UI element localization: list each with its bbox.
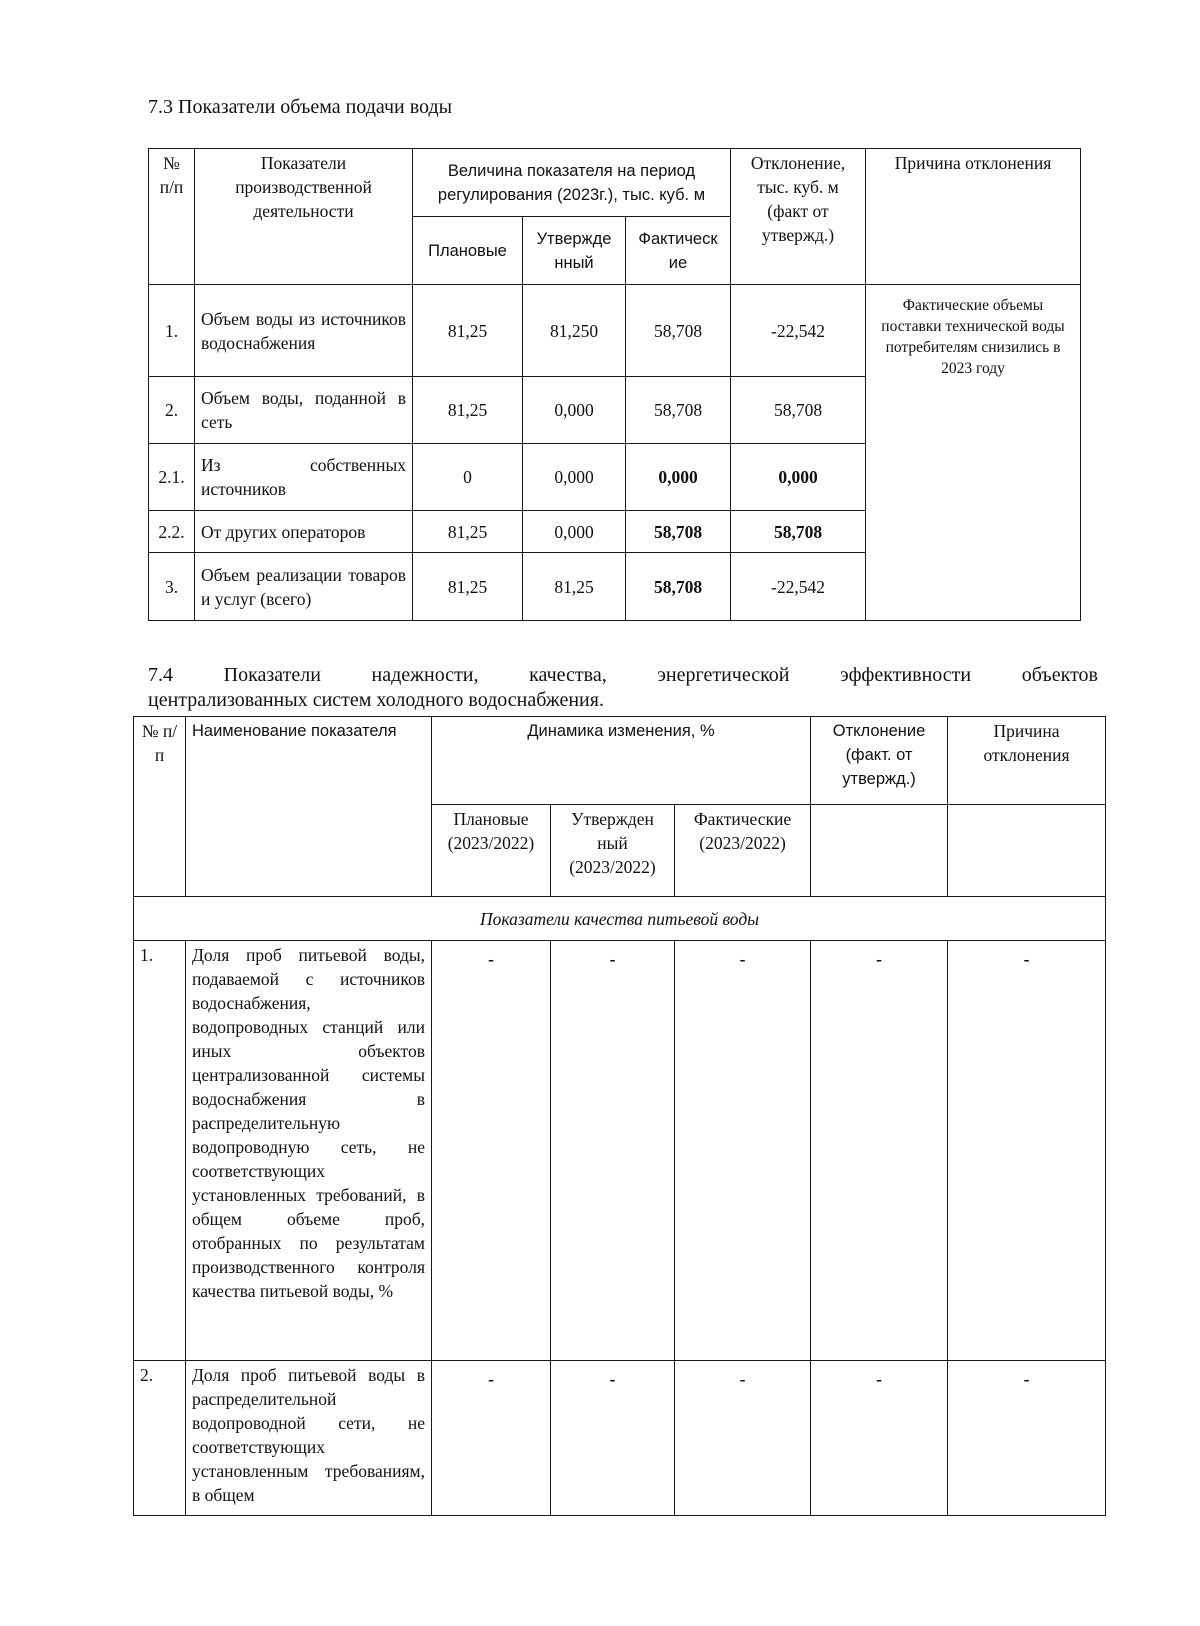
header-actual: Фактическ ие	[626, 217, 731, 285]
row-planned: 81,25	[413, 553, 523, 621]
row-approved: -	[551, 941, 675, 1361]
row-actual: 58,708	[626, 511, 731, 553]
row-deviation: 58,708	[731, 377, 866, 444]
row-approved: 0,000	[523, 511, 626, 553]
header-planned: Плановые (2023/2022)	[432, 805, 551, 897]
row-actual: 58,708	[626, 285, 731, 377]
row-num: 2.2.	[149, 511, 195, 553]
row-planned: 81,25	[413, 377, 523, 444]
row-reason: -	[948, 1361, 1106, 1516]
row-deviation: -	[811, 941, 948, 1361]
header-deviation: Отклонение (факт. от утвержд.)	[811, 717, 948, 805]
table-row	[134, 941, 1106, 1361]
row-actual: -	[675, 941, 811, 1361]
row-name: Объем реализации товаров и услуг (всего)	[195, 553, 413, 621]
header-actual: Фактические (2023/2022)	[675, 805, 811, 897]
row-num: 3.	[149, 553, 195, 621]
row-num: 1.	[134, 941, 186, 1361]
row-planned: 81,25	[413, 285, 523, 377]
table-row	[134, 1361, 1106, 1516]
header-approved: Утвержде нный	[523, 217, 626, 285]
section-7-3-title: 7.3 Показатели объема подачи воды	[148, 96, 453, 118]
row-deviation: -22,542	[731, 285, 866, 377]
section-7-4-title-line2: централизованных систем холодного водоснабжения.	[148, 689, 604, 711]
row-approved: 81,250	[523, 285, 626, 377]
row-approved: 81,25	[523, 553, 626, 621]
row-deviation: -	[811, 1361, 948, 1516]
header-num: № п/п	[149, 149, 195, 285]
row-approved: -	[551, 1361, 675, 1516]
row-num: 2.	[149, 377, 195, 444]
header-reason: Причина отклонения	[866, 149, 1081, 285]
row-planned: 0	[413, 444, 523, 511]
water-supply-volume-table	[148, 148, 1081, 621]
row-name: Доля проб питьевой воды в распределительной водопроводной сети, не соответствующих установленным требованиям, в общем	[186, 1361, 432, 1516]
row-deviation: 58,708	[731, 511, 866, 553]
header-reason: Причина отклонения	[948, 717, 1106, 805]
row-planned: -	[432, 941, 551, 1361]
header-indicator: Показатели производственной деятельности	[195, 149, 413, 285]
row-name: Доля проб питьевой воды, подаваемой с источников водоснабжения, водопроводных станций или иных объектов централизованной системы водоснабжения в распределительную водопроводную сеть, не соответствующих установленных требований, в общем объеме проб, отобранных по результатам производственного контроля качества питьевой воды, %	[186, 941, 432, 1361]
row-planned: 81,25	[413, 511, 523, 553]
row-planned: -	[432, 1361, 551, 1516]
row-actual: -	[675, 1361, 811, 1516]
row-actual: 0,000	[626, 444, 731, 511]
header-reason-empty	[948, 805, 1106, 897]
row-actual: 58,708	[626, 377, 731, 444]
table-row	[149, 285, 1081, 377]
row-actual: 58,708	[626, 553, 731, 621]
header-approved: Утвержден ный (2023/2022)	[551, 805, 675, 897]
row-name: Объем воды, поданной в сеть	[195, 377, 413, 444]
reliability-quality-table	[133, 716, 1106, 1516]
row-approved: 0,000	[523, 444, 626, 511]
header-indicator: Наименование показателя	[186, 717, 432, 897]
row-deviation: 0,000	[731, 444, 866, 511]
row-name: Объем воды из источников водоснабжения	[195, 285, 413, 377]
row-deviation: -22,542	[731, 553, 866, 621]
row-reason: -	[948, 941, 1106, 1361]
group-title: Показатели качества питьевой воды	[134, 897, 1106, 941]
section-7-4-title-line1: 7.4 Показатели надежности, качества, энергетической эффективности объектов	[148, 664, 1098, 686]
row-approved: 0,000	[523, 377, 626, 444]
header-planned: Плановые	[413, 217, 523, 285]
row-name: От других операторов	[195, 511, 413, 553]
header-num: № п/п	[134, 717, 186, 897]
header-value-group: Величина показателя на период регулирования (2023г.), тыс. куб. м	[413, 149, 731, 217]
header-dynamics: Динамика изменения, %	[432, 717, 811, 805]
row-num: 2.1.	[149, 444, 195, 511]
row-num: 1.	[149, 285, 195, 377]
reason-text: Фактические объемы поставки технической воды потребителям снизились в 2023 году	[866, 285, 1081, 621]
row-name: Из собственных источников	[195, 444, 413, 511]
header-deviation: Отклонение, тыс. куб. м (факт от утвержд.)	[731, 149, 866, 285]
header-deviation-empty	[811, 805, 948, 897]
row-num: 2.	[134, 1361, 186, 1516]
